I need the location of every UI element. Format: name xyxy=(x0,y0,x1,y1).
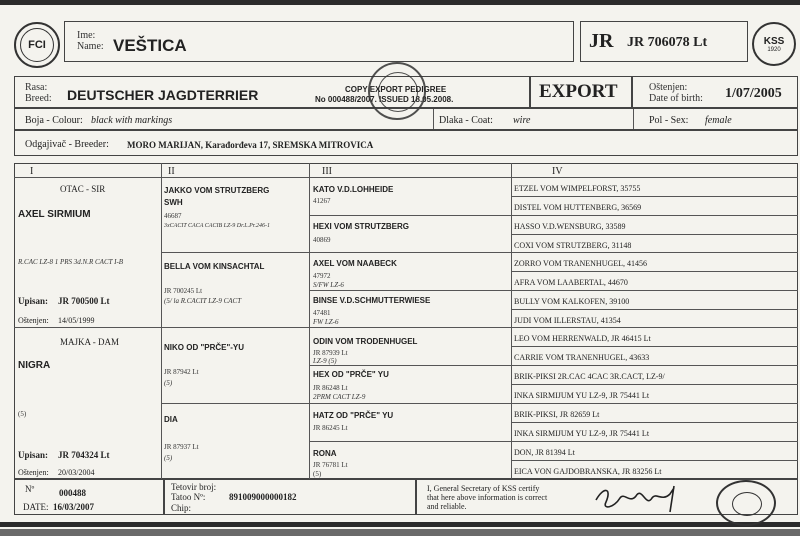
bottom-stamp-inner-ring xyxy=(732,492,762,516)
copy-line-2: No 000488/2007. ISSUED 18.05.2008. xyxy=(315,95,454,104)
certify-line-2: that here above information is correct xyxy=(427,493,548,502)
gen4-divider-8 xyxy=(511,460,798,461)
name-label-1: Ime: xyxy=(77,30,96,41)
gen3-1-name: HEXI VOM STRUTZBERG xyxy=(313,222,410,231)
breeder-label: Odgajivač - Breeder: xyxy=(25,139,109,150)
col-divider-1 xyxy=(161,163,162,479)
column-header-iii: III xyxy=(322,166,332,177)
registration-number: JR 706078 Lt xyxy=(627,35,708,50)
sire-ostenjen-label: Oštenjen: xyxy=(18,316,49,325)
details-divider-1 xyxy=(433,109,434,129)
gen3-6-name: HATZ OD "PRČE" YU xyxy=(313,411,394,420)
sire-ostenjen-value: 14/05/1999 xyxy=(58,316,95,325)
gen4-divider-2 xyxy=(511,234,798,235)
sex-label: Pol - Sex: xyxy=(649,115,689,126)
gen4-divider-4 xyxy=(511,309,798,310)
registration-box xyxy=(580,21,748,62)
dam-title: MAJKA - DAM xyxy=(60,337,120,347)
gen4-item-9: CARRIE VOM TRANENHUGEL, 43633 xyxy=(514,353,650,362)
gen3-7-reg: JR 76781 Lt xyxy=(313,461,348,469)
gen2-3-titles: (5) xyxy=(164,454,173,462)
gen4-item-7: JUDI VOM ILLERSTAU, 41354 xyxy=(514,316,621,325)
dob-label-1: Oštenjen: xyxy=(649,82,688,93)
gen3-divider-1 xyxy=(309,215,798,216)
gen4-item-4: ZORRO VOM TRANENHUGEL, 41456 xyxy=(514,259,648,268)
gen2-0-reg: 46687 xyxy=(164,212,182,220)
fci-seal-icon xyxy=(14,22,60,68)
gen4-item-6: BULLY VOM KALKOFEN, 39100 xyxy=(514,297,630,306)
chip-label: Chip: xyxy=(171,503,192,513)
export-box xyxy=(530,76,632,108)
gen3-5-reg: JR 86248 Lt xyxy=(313,384,348,392)
column-header-i: I xyxy=(30,166,34,177)
gen2-0-name: JAKKO VOM STRUTZBERG xyxy=(164,186,270,195)
gen3-6-reg: JR 86245 Lt xyxy=(313,424,348,432)
column-header-ii: II xyxy=(168,166,175,177)
gen4-item-15: EICA VON GAJDOBRANSKA, JR 83256 Lt xyxy=(514,467,662,476)
gen3-3-name: BINSE V.D.SCHMUTTERWIESE xyxy=(313,296,431,305)
dam-ostenjen-value: 20/03/2004 xyxy=(58,468,95,477)
breed-value: DEUTSCHER JAGDTERRIER xyxy=(67,87,259,103)
footer-tattoo-box xyxy=(164,479,416,515)
sire-titles: R.CAC LZ-8 1 PRS 3d.N.R CACT I-B xyxy=(18,258,124,266)
gen4-item-12: BRIK-PIKSI, JR 82659 Lt xyxy=(514,410,600,419)
sex-value: female xyxy=(705,115,732,126)
gen4-item-2: HASSO V.D.WENSBURG, 33589 xyxy=(514,222,626,231)
gen3-7-titles: (5) xyxy=(313,470,322,478)
colour-label: Boja - Colour: xyxy=(25,115,83,126)
gen4-item-1: DISTEL VOM HUTTENBERG, 36569 xyxy=(514,203,642,212)
sire-upisan-label: Upisan: xyxy=(18,296,49,306)
reg-prefix: JR xyxy=(589,30,614,52)
kss-seal-year: 1920 xyxy=(767,46,781,53)
col-divider-2 xyxy=(309,163,310,479)
dog-name: VEŠTICA xyxy=(113,36,187,55)
gen3-1-reg: 40869 xyxy=(313,236,331,244)
gen3-3-titles: FW LZ-6 xyxy=(313,318,339,326)
gen3-2-reg: 47972 xyxy=(313,272,331,280)
footer-no-label: Nº xyxy=(25,484,35,494)
dob-label-2: Date of birth: xyxy=(649,93,703,104)
tatoo-value: 891009000000182 xyxy=(229,492,297,502)
gen3-5-titles: 2PRM CACT LZ-9 xyxy=(313,393,366,401)
gen4-divider-3 xyxy=(511,271,798,272)
coat-label: Dlaka - Coat: xyxy=(439,115,493,126)
gen4-item-3: COXI VOM STRUTZBERG, 31148 xyxy=(514,241,632,250)
gen3-7-name: RONA xyxy=(313,449,337,458)
gen3-4-reg: JR 87939 Lt xyxy=(313,349,348,357)
gen2-2-titles: (5) xyxy=(164,379,173,387)
footer-no-value: 000488 xyxy=(59,488,86,498)
sire-upisan-value: JR 700500 Lt xyxy=(58,296,110,306)
gen4-divider-5 xyxy=(511,346,798,347)
gen2-3-name: DIA xyxy=(164,415,178,424)
gen2-0-n2: SWH xyxy=(164,198,183,207)
gen4-divider-1 xyxy=(511,196,798,197)
gen2-divider-2 xyxy=(161,403,798,404)
coat-value: wire xyxy=(513,115,531,126)
gen3-divider-4 xyxy=(309,441,798,442)
dam-upisan-label: Upisan: xyxy=(18,450,49,460)
footer-date-value: 16/03/2007 xyxy=(53,502,95,512)
export-label: EXPORT xyxy=(539,81,618,102)
breed-label-1: Rasa: xyxy=(25,82,48,93)
col-divider-3 xyxy=(511,163,512,479)
details-row xyxy=(14,108,798,130)
kss-seal-icon xyxy=(752,22,796,66)
gen2-0-titles: 3xCACIT CACA CACIB LZ-9 Dr.L.Pr.246-1 xyxy=(164,223,270,229)
dam-titles: (5) xyxy=(18,410,27,418)
gen3-0-reg: 41267 xyxy=(313,197,331,205)
gen4-item-13: INKA SIRMIJUM YU LZ-9, JR 75441 Lt xyxy=(514,429,650,438)
gen3-0-name: KATO V.D.LOHHEIDE xyxy=(313,185,394,194)
gen4-divider-6 xyxy=(511,384,798,385)
gen2-divider-1 xyxy=(161,252,798,253)
dob-box xyxy=(632,76,798,108)
bottom-edge xyxy=(0,529,800,536)
gen3-divider-3 xyxy=(309,365,798,366)
gen3-2-name: AXEL VOM NAABECK xyxy=(313,259,397,268)
colour-value: black with markings xyxy=(91,115,173,126)
top-border-bar xyxy=(0,0,800,5)
bottom-border-bar xyxy=(0,522,800,527)
sire-title: OTAC - SIR xyxy=(60,184,106,194)
gen3-divider-2 xyxy=(309,290,798,291)
dam-ostenjen-label: Oštenjen: xyxy=(18,468,49,477)
certify-line-3: and reliable. xyxy=(427,502,467,511)
breed-box xyxy=(14,76,530,108)
dam-upisan-value: JR 704324 Lt xyxy=(58,450,110,460)
gen4-item-8: LEO VOM HERRENWALD, JR 46415 Lt xyxy=(514,334,651,343)
gen3-3-reg: 47481 xyxy=(313,309,331,317)
kss-seal-text: KSS xyxy=(763,35,785,47)
dam-name: NIGRA xyxy=(18,360,51,371)
gen4-item-14: DON, JR 81394 Lt xyxy=(514,448,575,457)
fci-seal-text: FCI xyxy=(28,39,46,51)
tatoo-label: Tatoo Nº: xyxy=(171,492,206,502)
footer-number-box xyxy=(14,479,164,515)
gen2-1-titles: (5/ la R.CACIT LZ-9 CACT xyxy=(164,297,242,305)
breeder-value: MORO MARIJAN, Karađorđeva 17, SREMSKA MITROVICA xyxy=(127,140,374,150)
dob-value: 1/07/2005 xyxy=(725,86,782,101)
stamp-inner-ring xyxy=(378,72,418,112)
gen4-divider-7 xyxy=(511,422,798,423)
signature-icon xyxy=(590,478,700,518)
sire-dam-divider xyxy=(14,327,798,328)
column-header-iv: IV xyxy=(552,166,563,177)
certify-line-1: I, General Secretary of KSS certify xyxy=(427,484,540,493)
name-label-2: Name: xyxy=(77,41,104,52)
gen3-2-titles: S/FW LZ-6 xyxy=(313,281,344,289)
gen2-2-name: NIKO OD "PRČE"-YU xyxy=(164,343,245,352)
kss-bottom-stamp-icon xyxy=(716,480,776,526)
gen3-5-name: HEX OD "PRČE" YU xyxy=(313,370,389,379)
tetovir-label: Tetovir broj: xyxy=(171,482,217,492)
pedigree-table xyxy=(14,163,798,479)
breeder-row xyxy=(14,130,798,156)
gen4-item-5: AFRA VOM LAABERTAL, 44670 xyxy=(514,278,628,287)
gen4-item-11: INKA SIRMIJUM YU LZ-9, JR 75441 Lt xyxy=(514,391,650,400)
gen4-item-10: BRIK-PIKSI 2R.CAC 4CAC 3R.CACT, LZ-9/ xyxy=(514,372,665,381)
header-divider xyxy=(14,177,798,178)
gen3-4-name: ODIN VOM TRODENHUGEL xyxy=(313,337,418,346)
name-box xyxy=(64,21,574,62)
details-divider-2 xyxy=(633,109,634,129)
gen4-item-0: ETZEL VOM WIMPELFORST, 35755 xyxy=(514,184,641,193)
gen2-1-reg: JR 700245 Lt xyxy=(164,287,203,295)
gen2-1-name: BELLA VOM KINSACHTAL xyxy=(164,262,265,271)
gen2-2-reg: JR 87942 Lt xyxy=(164,368,199,376)
gen2-3-reg: JR 87937 Lt xyxy=(164,443,199,451)
breed-label-2: Breed: xyxy=(25,93,52,104)
footer-date-label: DATE: xyxy=(23,502,49,512)
gen3-4-titles: LZ-9 (5) xyxy=(313,357,337,365)
copy-line-1: COPY EXPORT PEDIGREE xyxy=(345,85,447,94)
sire-name: AXEL SIRMIUM xyxy=(18,209,91,220)
fci-seal-inner xyxy=(20,28,54,62)
